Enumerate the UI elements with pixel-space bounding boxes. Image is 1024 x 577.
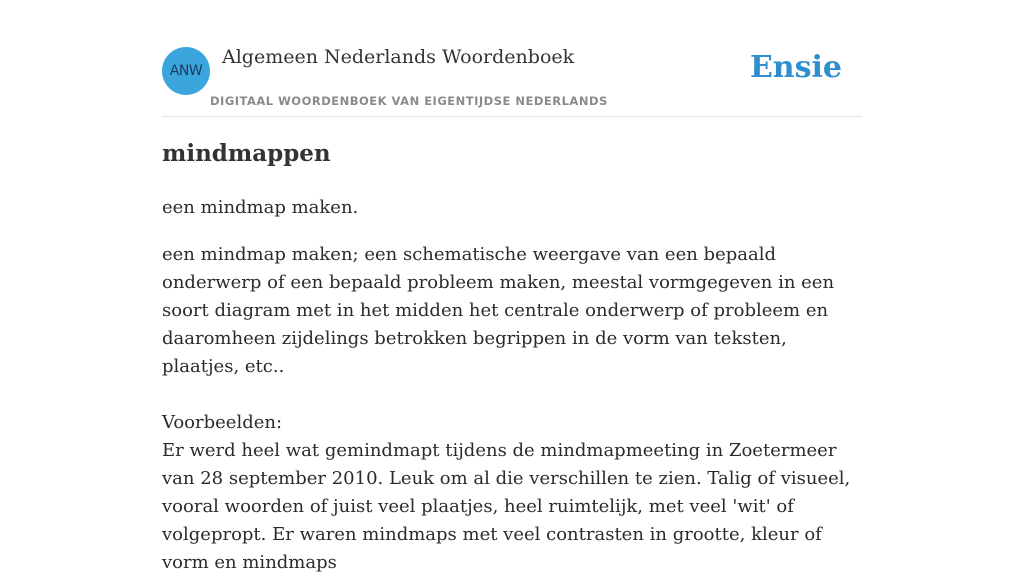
site-tagline: DIGITAAL WOORDENBOEK VAN EIGENTIJDSE NEDERLANDS [210, 94, 608, 108]
entry-headword: mindmappen [162, 140, 331, 167]
example-text: Er werd heel wat gemindmapt tijdens de mindmapmeeting in Zoetermeer van 28 september 2010. Leuk om al die verschillen te zien. Talig of visueel, vooral woorden of juist veel plaatjes, heel ruimtelijk, met veel 'wit' of volgepropt. Er waren mindmaps met veel contrasten in grootte, kleur of vorm en mindmaps [162, 440, 851, 573]
logo-text: ANW [169, 63, 203, 79]
anw-logo[interactable] [162, 47, 210, 95]
examples-section [162, 409, 862, 577]
site-header [162, 0, 862, 117]
examples-label: Voorbeelden: [162, 412, 283, 433]
ensie-brand-logo[interactable]: Ensie [749, 50, 842, 85]
short-definition: een mindmap maken. [162, 197, 359, 218]
long-definition: een mindmap maken; een schematische weergave van een bepaald onderwerp of een bepaald probleem maken, meestal vormgegeven in een soort diagram met in het midden het centrale onderwerp of probleem en daaromheen zijdelings betrokken begrippen in de vorm van teksten, plaatjes, etc.. [162, 244, 835, 377]
site-title[interactable]: Algemeen Nederlands Woordenboek [222, 46, 575, 68]
entry-content [162, 138, 862, 577]
